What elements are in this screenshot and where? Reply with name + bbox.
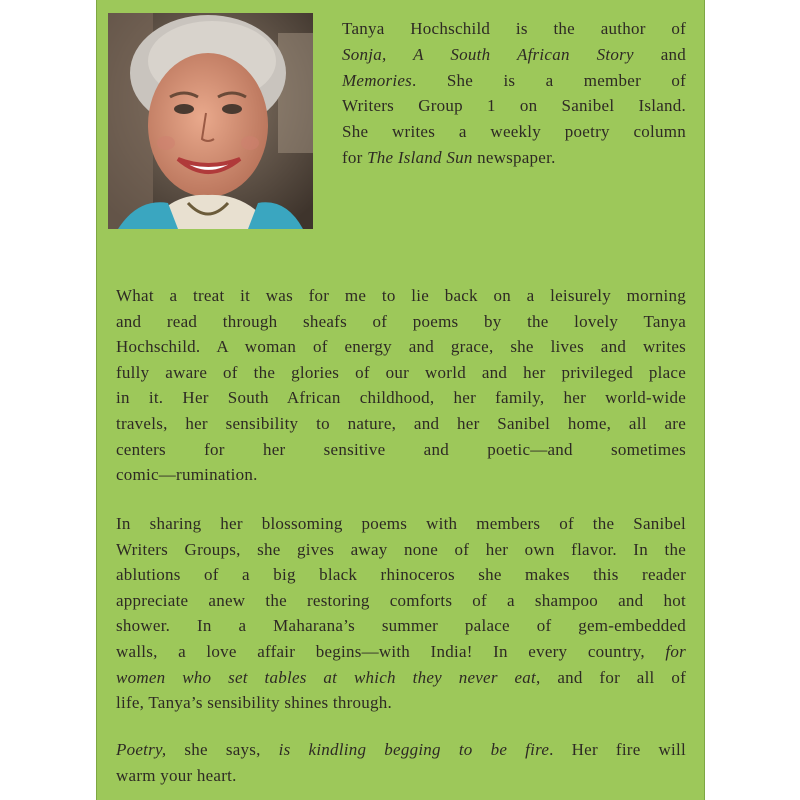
text-segment: fully aware of the glories of our world and her privileged place bbox=[116, 362, 686, 382]
text-line bbox=[342, 68, 686, 94]
italic-text: is kindling begging to be fire bbox=[278, 740, 550, 759]
italic-text: women who set tables at which they never eat bbox=[116, 667, 537, 687]
italic-text: for bbox=[665, 641, 686, 661]
author-photo bbox=[108, 13, 313, 229]
text-segment: Tanya Hochschild is the author of bbox=[342, 19, 686, 38]
italic-text: The Island Sun bbox=[367, 147, 473, 167]
text-line bbox=[116, 537, 686, 563]
text-segment: life, Tanya’s sensibility shines through. bbox=[116, 693, 392, 713]
review-paragraph-1 bbox=[116, 283, 686, 488]
review-paragraph-3 bbox=[116, 737, 686, 788]
text-line bbox=[116, 462, 686, 488]
review-paragraph-2 bbox=[116, 511, 686, 716]
text-segment: travels, her sensibility to nature, and her Sanibel home, all are bbox=[116, 413, 686, 433]
text-line bbox=[116, 511, 686, 537]
text-line bbox=[116, 613, 686, 639]
text-line bbox=[342, 42, 686, 68]
text-segment: shower. In a Maharana’s summer palace of gem-embedded bbox=[116, 616, 686, 636]
text-segment: ablutions of a big black rhinoceros she makes this reader bbox=[116, 565, 686, 585]
text-segment: and bbox=[633, 44, 686, 64]
text-segment: for bbox=[342, 147, 368, 167]
text-segment: newspaper. bbox=[472, 147, 556, 167]
text-segment: , and for all of bbox=[536, 667, 686, 687]
italic-text: Sonja, A South African Story bbox=[342, 44, 634, 64]
text-segment: walls, a love affair begins—with India! In every country, bbox=[116, 641, 666, 661]
text-segment: centers for her sensitive and poetic—and sometimes bbox=[116, 439, 686, 459]
text-line bbox=[116, 360, 686, 386]
text-segment: What a treat it was for me to lie back on a leisurely morning bbox=[116, 286, 686, 305]
text-segment: In sharing her blossoming poems with members of the Sanibel bbox=[116, 514, 686, 533]
text-segment: and read through sheafs of poems by the lovely Tanya bbox=[116, 311, 686, 331]
text-line bbox=[116, 309, 686, 335]
text-segment: She writes a weekly poetry column bbox=[342, 122, 686, 142]
text-line bbox=[342, 16, 686, 42]
text-segment: in it. Her South African childhood, her family, her world-wide bbox=[116, 388, 686, 408]
author-bio bbox=[342, 16, 686, 171]
text-line bbox=[342, 119, 686, 145]
text-line bbox=[342, 145, 686, 171]
text-segment: comic—rumination. bbox=[116, 465, 258, 485]
author-portrait-image bbox=[108, 13, 313, 229]
text-line bbox=[116, 411, 686, 437]
text-segment: warm your heart. bbox=[116, 765, 237, 785]
text-line bbox=[116, 334, 686, 360]
italic-text: Poetry, bbox=[116, 740, 167, 759]
italic-text: Memories bbox=[342, 70, 412, 90]
text-line bbox=[116, 690, 686, 716]
text-line bbox=[116, 385, 686, 411]
text-segment: Hochschild. A woman of energy and grace, she lives and writes bbox=[116, 337, 686, 357]
text-line bbox=[116, 562, 686, 588]
text-line bbox=[116, 639, 686, 665]
text-segment: . Her fire will bbox=[549, 740, 686, 759]
text-line bbox=[342, 93, 686, 119]
text-line bbox=[116, 588, 686, 614]
text-segment: . She is a member of bbox=[411, 70, 686, 90]
text-segment: appreciate anew the restoring comforts of a shampoo and hot bbox=[116, 590, 686, 610]
text-line bbox=[116, 283, 686, 309]
text-line bbox=[116, 737, 686, 763]
text-segment: she says, bbox=[166, 740, 279, 759]
text-line bbox=[116, 665, 686, 691]
text-segment: Writers Group 1 on Sanibel Island. bbox=[342, 96, 686, 116]
text-line bbox=[116, 763, 686, 789]
text-segment: Writers Groups, she gives away none of her own flavor. In the bbox=[116, 539, 686, 559]
text-line bbox=[116, 437, 686, 463]
